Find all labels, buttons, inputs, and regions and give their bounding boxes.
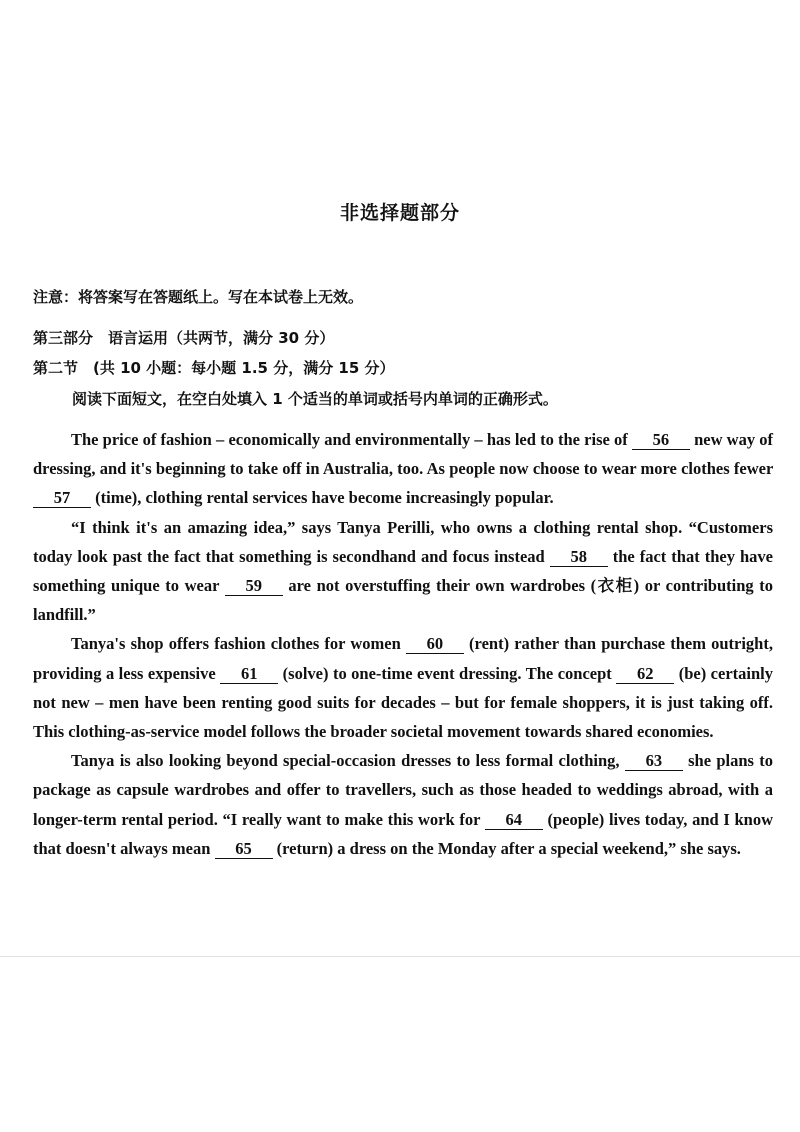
blank-61: 61 <box>220 665 278 684</box>
blank-65: 65 <box>215 840 273 859</box>
passage-text: Tanya is also looking beyond special-occasion dresses to less formal clothing, <box>71 751 625 771</box>
answer-note: 注意：将答案写在答题纸上。写在本试卷上无效。 <box>33 288 364 306</box>
paragraph-4 <box>33 746 773 863</box>
reading-passage <box>33 425 773 863</box>
instruction-text: 阅读下面短文，在空白处填入 1 个适当的单词或括号内单词的正确形式。 <box>72 390 558 408</box>
passage-text: Tanya's shop offers fashion clothes for women <box>71 634 406 654</box>
paragraph-2 <box>33 513 773 630</box>
passage-text: (people) lives today, and I know that doesn't always mean <box>33 809 773 858</box>
section-heading: 第二节 (共 10 小题：每小题 1.5 分，满分 15 分） <box>33 359 395 377</box>
blank-64: 64 <box>485 811 543 830</box>
blank-63: 63 <box>625 752 683 771</box>
paragraph-1 <box>33 425 773 513</box>
blank-59: 59 <box>225 577 283 596</box>
passage-text: (return) a dress on the Monday after a special weekend,” she says. <box>272 838 741 858</box>
passage-text: (time), clothing rental services have become increasingly popular. <box>91 488 554 508</box>
passage-text: the fact that they have something unique to wear <box>33 546 773 596</box>
passage-text: new way of dressing, and it's beginning to take off in Australia, too. As people now choose to wear more clothes fewer <box>33 430 774 479</box>
blank-62: 62 <box>616 665 674 684</box>
blank-57: 57 <box>33 489 91 508</box>
passage-text: are not overstuffing their own wardrobes (衣柜) or contributing to landfill.” <box>33 576 773 625</box>
passage-text: (be) certainly not new – men have been renting good suits for decades – but for female shoppers, it is just taking off. This clothing-as-service model follows the broader societal movement towards shared economies. <box>33 663 773 742</box>
passage-text: (rent) rather than purchase them outright, providing a less expensive <box>33 634 773 683</box>
blank-60: 60 <box>406 635 464 654</box>
passage-text: “I think it's an amazing idea,” says Tanya Perilli, who owns a clothing rental shop. “Customers today look past the fact that something is secondhand and focus instead <box>33 517 773 566</box>
passage-text: (solve) to one-time event dressing. The concept <box>278 663 617 683</box>
page-divider <box>0 956 800 957</box>
page-title: 非选择题部分 <box>339 202 460 224</box>
passage-text: The price of fashion – economically and environmentally – has led to the rise of <box>71 430 632 449</box>
blank-56: 56 <box>632 431 690 450</box>
paragraph-3 <box>33 629 773 746</box>
part-heading: 第三部分 语言运用（共两节，满分 30 分） <box>33 329 335 347</box>
passage-text: she plans to package as capsule wardrobes and offer to travellers, such as those headed to weddings abroad, with a longer-term rental period. “I really want to make this work for <box>33 751 773 829</box>
blank-58: 58 <box>550 548 608 567</box>
